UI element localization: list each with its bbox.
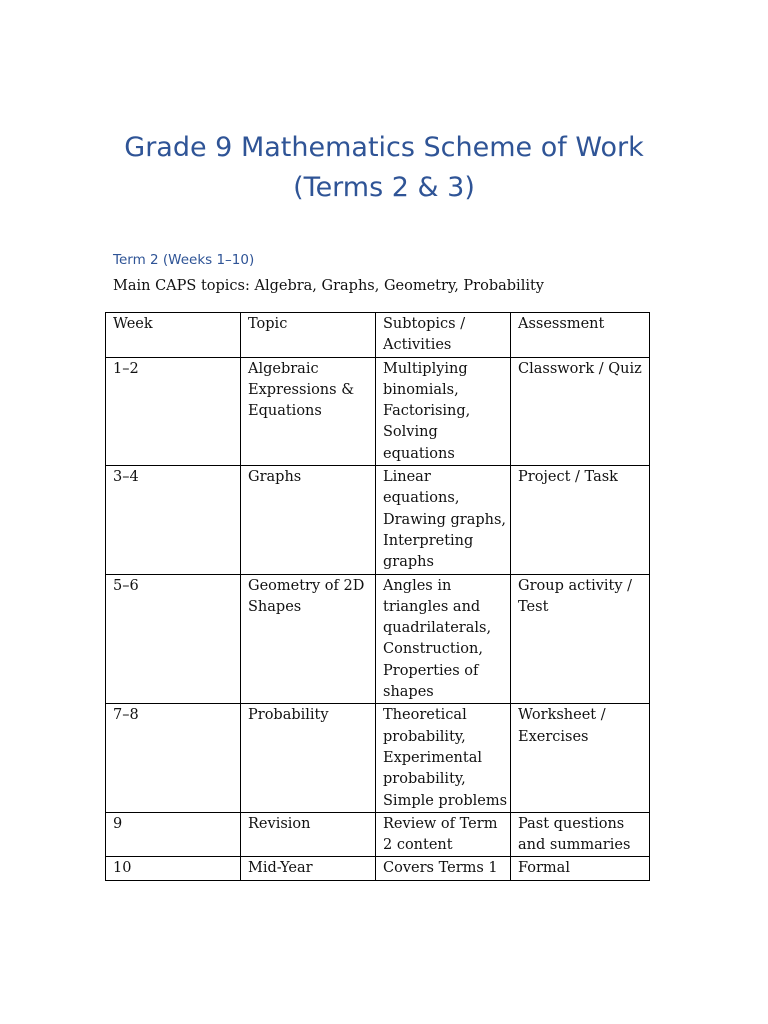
page-title <box>0 128 768 208</box>
term-heading: Term 2 (Weeks 1–10) <box>113 252 255 268</box>
cell-topic: Algebraic Expressions & Equations <box>241 357 376 465</box>
intro-text: Main CAPS topics: Algebra, Graphs, Geometry, Probability <box>113 278 544 294</box>
table-row <box>106 812 650 857</box>
cell-subtopics: Angles in triangles and quadrilaterals, Construction, Properties of shapes <box>376 574 511 704</box>
cell-week: 3–4 <box>106 466 241 574</box>
cell-week-text: 10 <box>113 860 132 877</box>
title-line-2: (Terms 2 & 3) <box>293 172 475 203</box>
cell-week: 1–2 <box>106 357 241 465</box>
cell-topic <box>241 857 376 880</box>
header-week: Week <box>106 313 241 358</box>
table-row <box>106 466 650 574</box>
cell-assessment: Classwork / Quiz <box>511 357 650 465</box>
cell-subtopics: Linear equations, Drawing graphs, Interpreting graphs <box>376 466 511 574</box>
table-header-row <box>106 313 650 358</box>
table-row <box>106 574 650 704</box>
cell-assessment <box>511 857 650 880</box>
cell-assessment: Project / Task <box>511 466 650 574</box>
cell-topic-text: Mid-Year <box>248 860 313 877</box>
cell-week: 9 <box>106 812 241 857</box>
cell-subtopics: Review of Term 2 content <box>376 812 511 857</box>
title-line-1: Grade 9 Mathematics Scheme of Work <box>124 132 644 163</box>
header-assessment: Assessment <box>511 313 650 358</box>
cell-subtopics: Theoretical probability, Experimental probability, Simple problems <box>376 704 511 812</box>
table-row <box>106 704 650 812</box>
cell-subtopics: Multiplying binomials, Factorising, Solving equations <box>376 357 511 465</box>
cell-assessment: Worksheet / Exercises <box>511 704 650 812</box>
header-topic: Topic <box>241 313 376 358</box>
cell-week: 5–6 <box>106 574 241 704</box>
cell-subtopics-text: Covers Terms 1 <box>383 860 498 877</box>
cell-topic: Geometry of 2D Shapes <box>241 574 376 704</box>
cell-week <box>106 857 241 880</box>
header-subtopics: Subtopics / Activities <box>376 313 511 358</box>
cell-assessment-text: Formal <box>518 860 570 877</box>
cell-topic: Revision <box>241 812 376 857</box>
cell-subtopics <box>376 857 511 880</box>
cell-week: 7–8 <box>106 704 241 812</box>
scheme-table <box>105 312 650 881</box>
table-row <box>106 857 650 880</box>
cell-topic: Probability <box>241 704 376 812</box>
cell-assessment: Group activity / Test <box>511 574 650 704</box>
cell-topic: Graphs <box>241 466 376 574</box>
cell-assessment: Past questions and summaries <box>511 812 650 857</box>
table-row <box>106 357 650 465</box>
